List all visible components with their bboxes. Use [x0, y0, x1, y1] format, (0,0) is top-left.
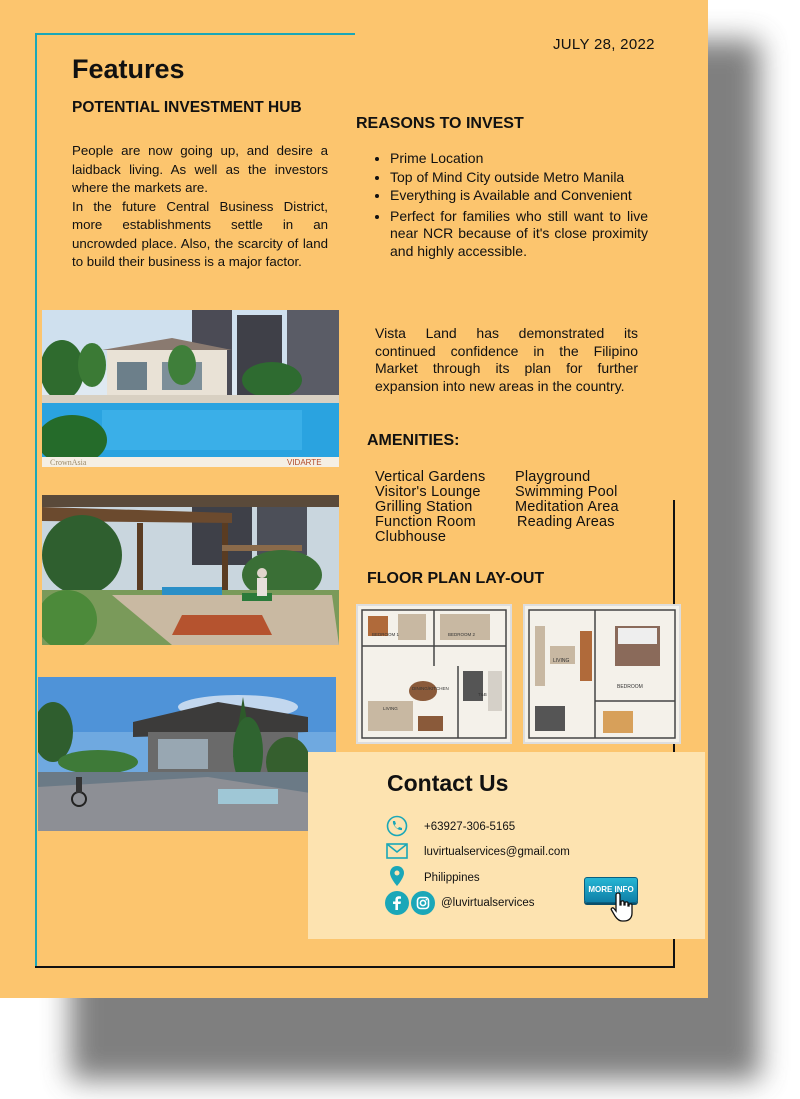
amenities-col-2: [515, 470, 619, 530]
plan-label: BEDROOM 2: [448, 632, 476, 637]
date: JULY 28, 2022: [553, 36, 655, 53]
amenity-item: Playground: [515, 469, 591, 485]
vista-land-text: Vista Land has demonstrated its continued confidence in the Filipino Market through its plan for further expansion into new areas in the country.: [375, 325, 638, 394]
contact-location: Philippines: [424, 872, 480, 884]
plan-label: BEDROOM 1: [372, 632, 400, 637]
email-icon: [386, 843, 408, 859]
reason-item: • Top of Mind City outside Metro Manila: [390, 169, 648, 187]
investment-text: [72, 142, 328, 272]
amenity-item: Meditation Area: [515, 499, 619, 515]
more-info-button[interactable]: MORE INFO: [584, 877, 638, 903]
hand-pointer-icon: [610, 891, 636, 923]
reason-item: • Prime Location: [390, 150, 648, 168]
amenities-heading: AMENITIES:: [367, 432, 460, 449]
amenity-item: Swimming Pool: [515, 484, 618, 500]
amenities-col-1: [375, 470, 485, 545]
floorplan-heading: FLOOR PLAN LAY-OUT: [367, 570, 545, 587]
amenity-item: Clubhouse: [375, 529, 447, 545]
floor-plan-2: [523, 604, 681, 744]
contact-phone[interactable]: +63927-306-5165: [424, 821, 516, 833]
location-pin-icon: [390, 866, 404, 886]
contact-social-handle[interactable]: @luvirtualservices: [441, 897, 535, 909]
amenity-item: Visitor's Lounge: [375, 484, 481, 500]
frame-line-left: [35, 33, 37, 968]
instagram-icon[interactable]: [411, 891, 435, 915]
investment-heading: POTENTIAL INVESTMENT HUB: [72, 99, 302, 116]
plan-label: LIVING: [553, 658, 570, 664]
facebook-icon[interactable]: [385, 891, 409, 915]
reasons-heading: REASONS TO INVEST: [356, 115, 524, 132]
garden-photo: [42, 495, 339, 645]
clubhouse-photo: [38, 677, 336, 831]
frame-line-top: [35, 33, 355, 35]
reasons-list: [372, 150, 648, 261]
contact-title: Contact Us: [387, 770, 509, 796]
vidarte-logo-text: VIDARTE: [287, 458, 322, 467]
plan-label: DINING/KITCHEN: [412, 686, 449, 691]
crownasia-logo-text: CrownAsia: [50, 458, 87, 467]
floor-plan-1: [356, 604, 512, 744]
investment-paragraph-2: In the future Central Business District, more establishments settle in an uncrowded place. Also, the scarcity of land to build their business is a major factor.: [72, 198, 328, 269]
amenity-item: Reading Areas: [517, 514, 615, 530]
reason-item: • Everything is Available and Convenient: [390, 187, 648, 205]
pool-photo: [42, 310, 339, 467]
amenity-item: Grilling Station: [375, 499, 473, 515]
phone-icon: [386, 815, 408, 837]
contact-email[interactable]: luvirtualservices@gmail.com: [424, 846, 570, 858]
amenity-item: Vertical Gardens: [375, 469, 486, 485]
frame-line-bottom: [35, 966, 675, 968]
plan-label: LIVING: [383, 706, 398, 711]
plan-label: BEDROOM: [617, 684, 643, 690]
investment-paragraph-1: People are now going up, and desire a laidback living. As well as the investors where the markets are.: [72, 143, 328, 195]
amenity-item: Function Room: [375, 514, 476, 530]
plan-label: T&B: [478, 692, 487, 697]
reason-item: • Perfect for families who still want to live near NCR because of it's close proximity and highly accessible.: [390, 208, 648, 261]
page-title: Features: [72, 54, 185, 84]
